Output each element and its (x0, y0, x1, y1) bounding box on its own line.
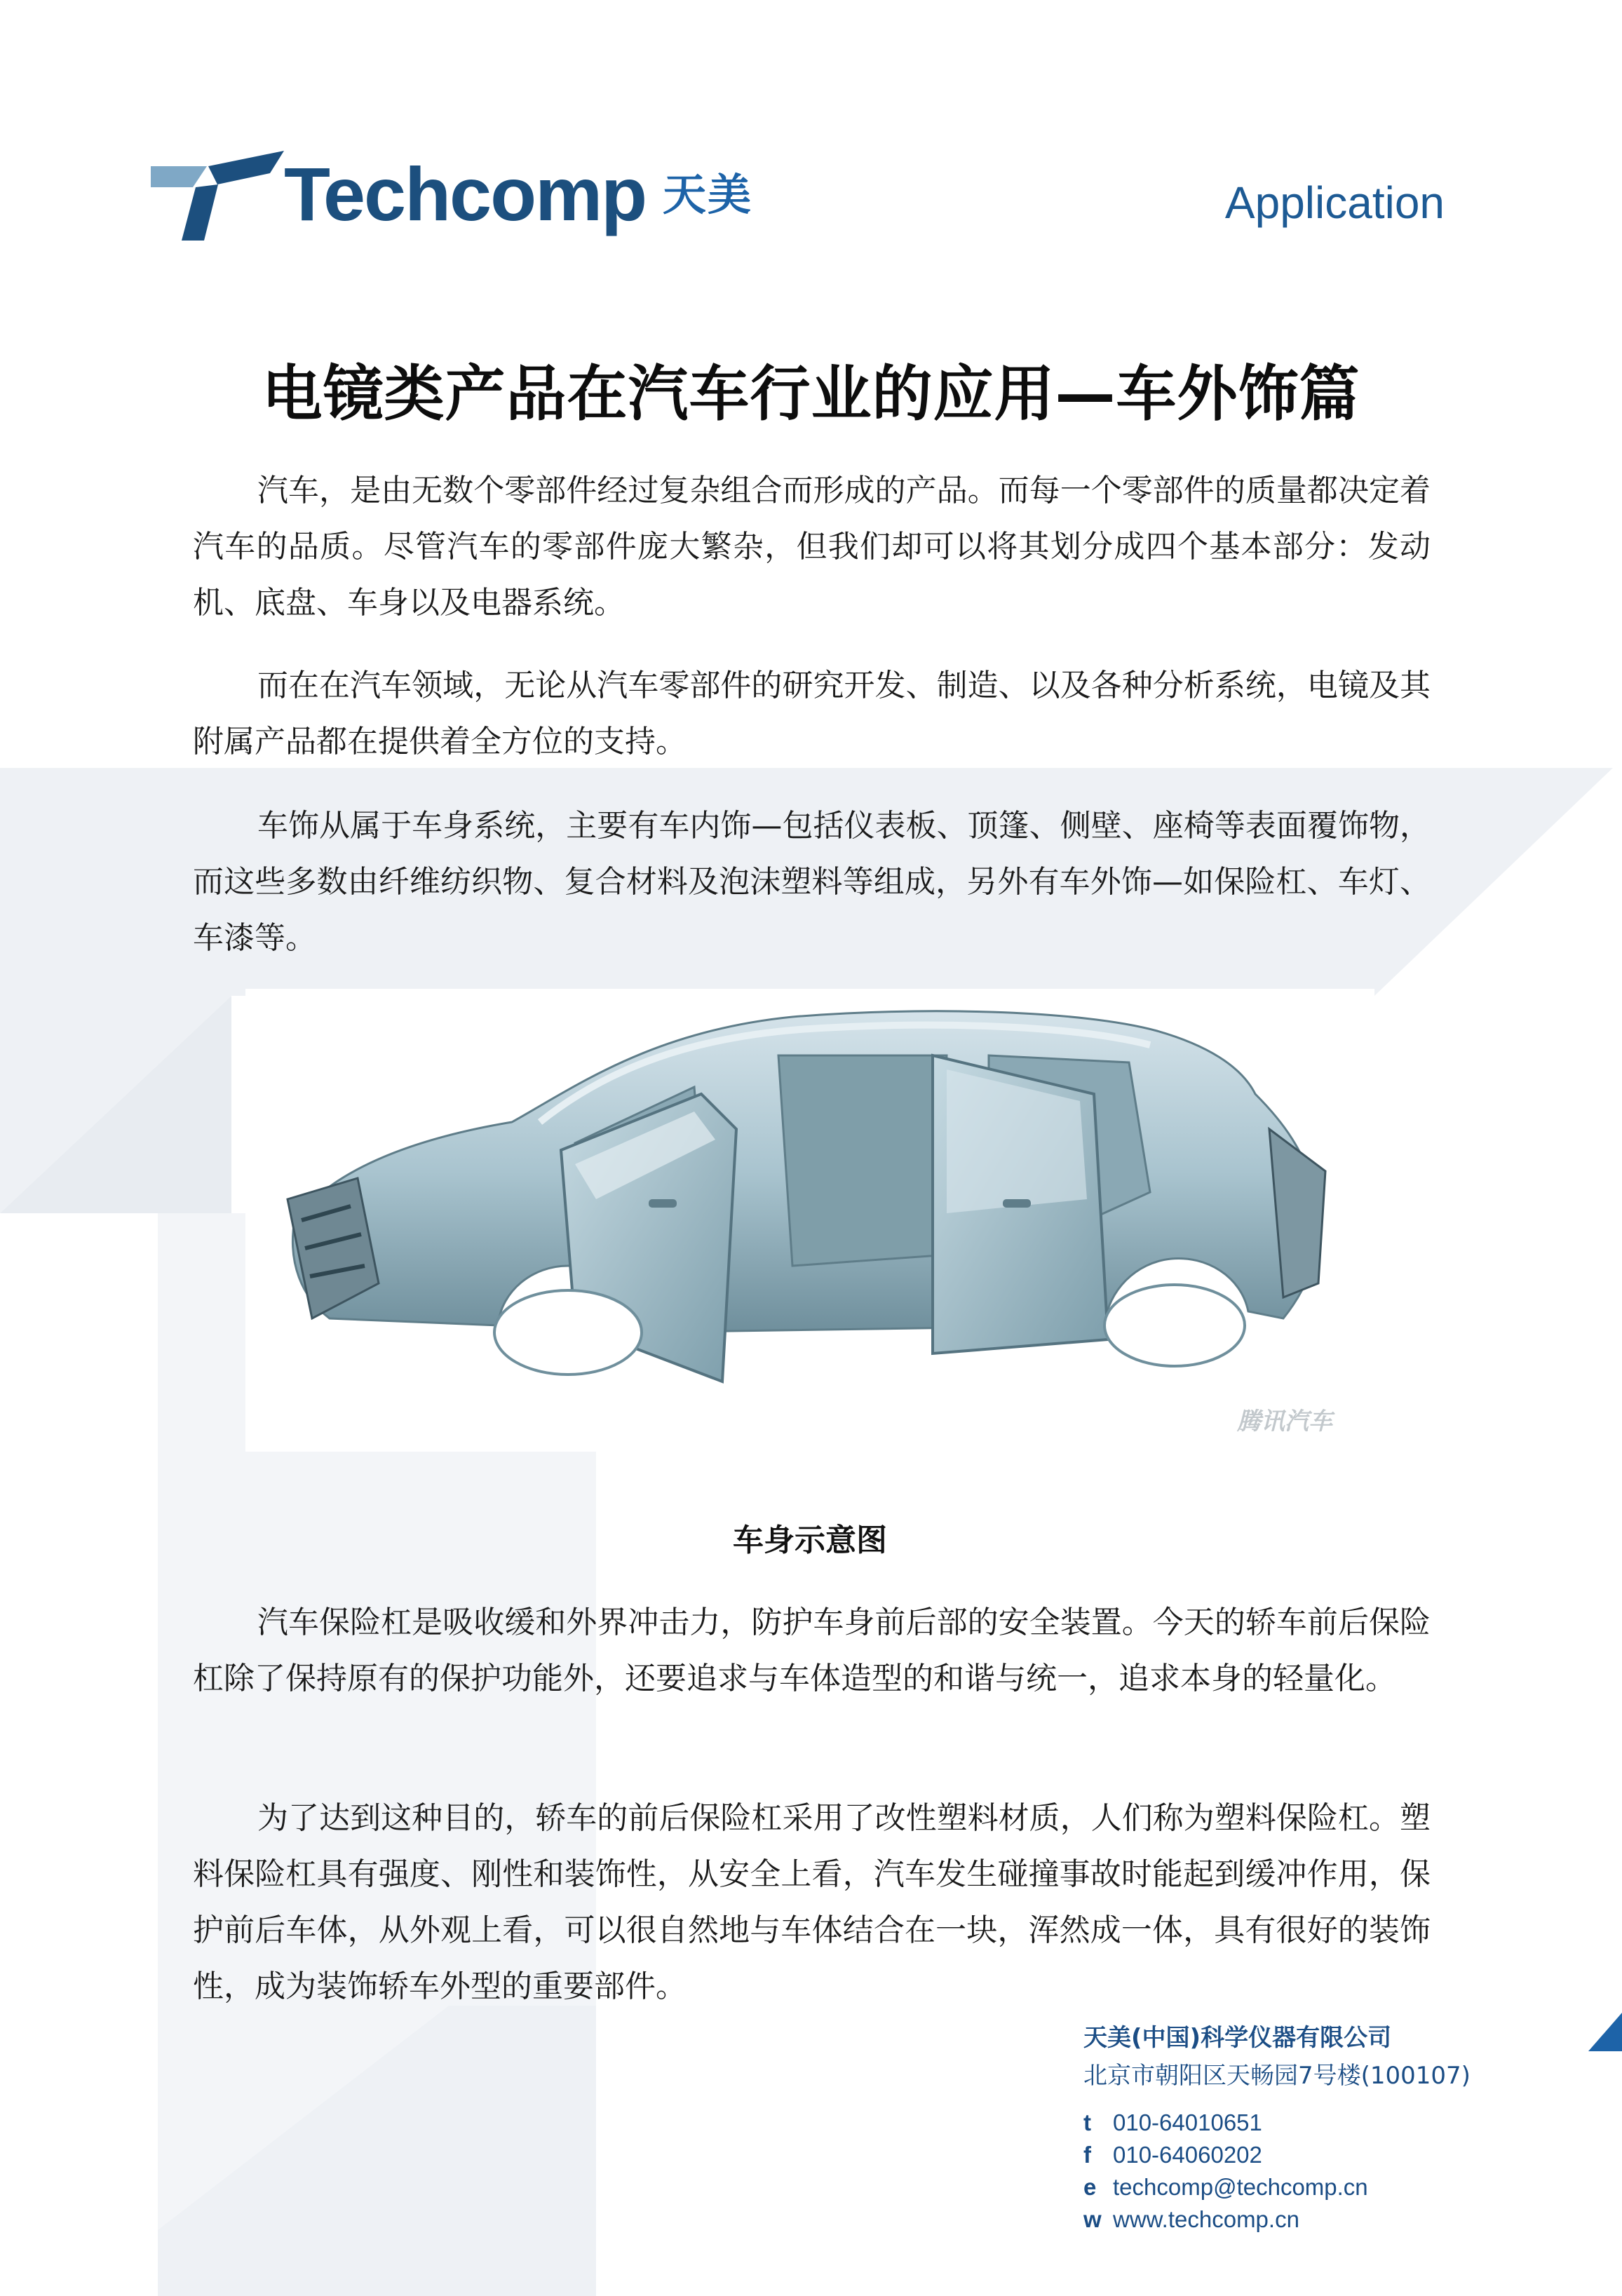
contact-value: techcomp@techcomp.cn (1113, 2174, 1368, 2200)
footer-fax (1083, 2142, 1262, 2168)
techcomp-logo (151, 151, 768, 242)
paragraph-support: 而在在汽车领域，无论从汽车零部件的研究开发、制造、以及各种分析系统，电镜及其附属产品都在提供着全方位的支持。 (193, 668, 1431, 759)
footer-company-name: 天美(中国)科学仪器有限公司 (1083, 2024, 1392, 2052)
figure-caption: 车身示意图 (733, 1522, 887, 1558)
contact-value: 010-64010651 (1113, 2109, 1262, 2135)
paragraph-bumper: 汽车保险杠是吸收缓和外界冲击力，防护车身前后部的安全装置。今天的轿车前后保险杠除了保持原有的保护功能外，还要追求与车体造型的和谐与统一，追求本身的轻量化。 (193, 1605, 1431, 1696)
image-watermark: 腾讯汽车 (1237, 1407, 1332, 1436)
logo-wordmark: Techcomp (284, 151, 647, 236)
contact-key: f (1083, 2142, 1091, 2168)
paragraph-plastic-bumper: 为了达到这种目的，轿车的前后保险杠采用了改性塑料材质，人们称为塑料保险杠。塑料保险杠具有强度、刚性和装饰性，从安全上看，汽车发生碰撞事故时能起到缓冲作用，保护前后车体，从外观上看，可以很自然地与车体结合在一块，浑然成一体，具有很好的装饰性，成为装饰轿车外型的重要部件。 (193, 1800, 1431, 2004)
contact-key: e (1083, 2174, 1097, 2200)
footer-email (1083, 2174, 1368, 2201)
paragraph-trim: 车饰从属于车身系统，主要有车内饰—包括仪表板、顶篷、侧壁、座椅等表面覆饰物，而这些多数由纤维纺织物、复合材料及泡沫塑料等组成，另外有车外饰—如保险杠、车灯、车漆等。 (193, 808, 1431, 956)
car-body-illustration (245, 989, 1374, 1452)
logo-chinese-name: 天美 (663, 169, 753, 220)
paragraph-intro: 汽车，是由无数个零部件经过复杂组合而形成的产品。而每一个零部件的质量都决定着汽车的品质。尽管汽车的零部件庞大繁杂，但我们却可以将其划分成四个基本部分：发动机、底盘、车身以及电器系统。 (193, 473, 1431, 621)
contact-value: www.techcomp.cn (1113, 2206, 1299, 2232)
footer-website (1083, 2206, 1299, 2233)
document-type-label: Application (1224, 177, 1445, 228)
logo-mark-icon (151, 151, 284, 242)
footer-address: 北京市朝阳区天畅园7号楼(100107) (1083, 2062, 1471, 2090)
footer-phone (1083, 2109, 1262, 2136)
document-title: 电镜类产品在汽车行业的应用—车外饰篇 (262, 359, 1360, 429)
contact-value: 010-64060202 (1113, 2142, 1262, 2168)
contact-key: w (1083, 2206, 1102, 2232)
car-body-figure (245, 989, 1374, 1452)
contact-key: t (1083, 2109, 1091, 2135)
